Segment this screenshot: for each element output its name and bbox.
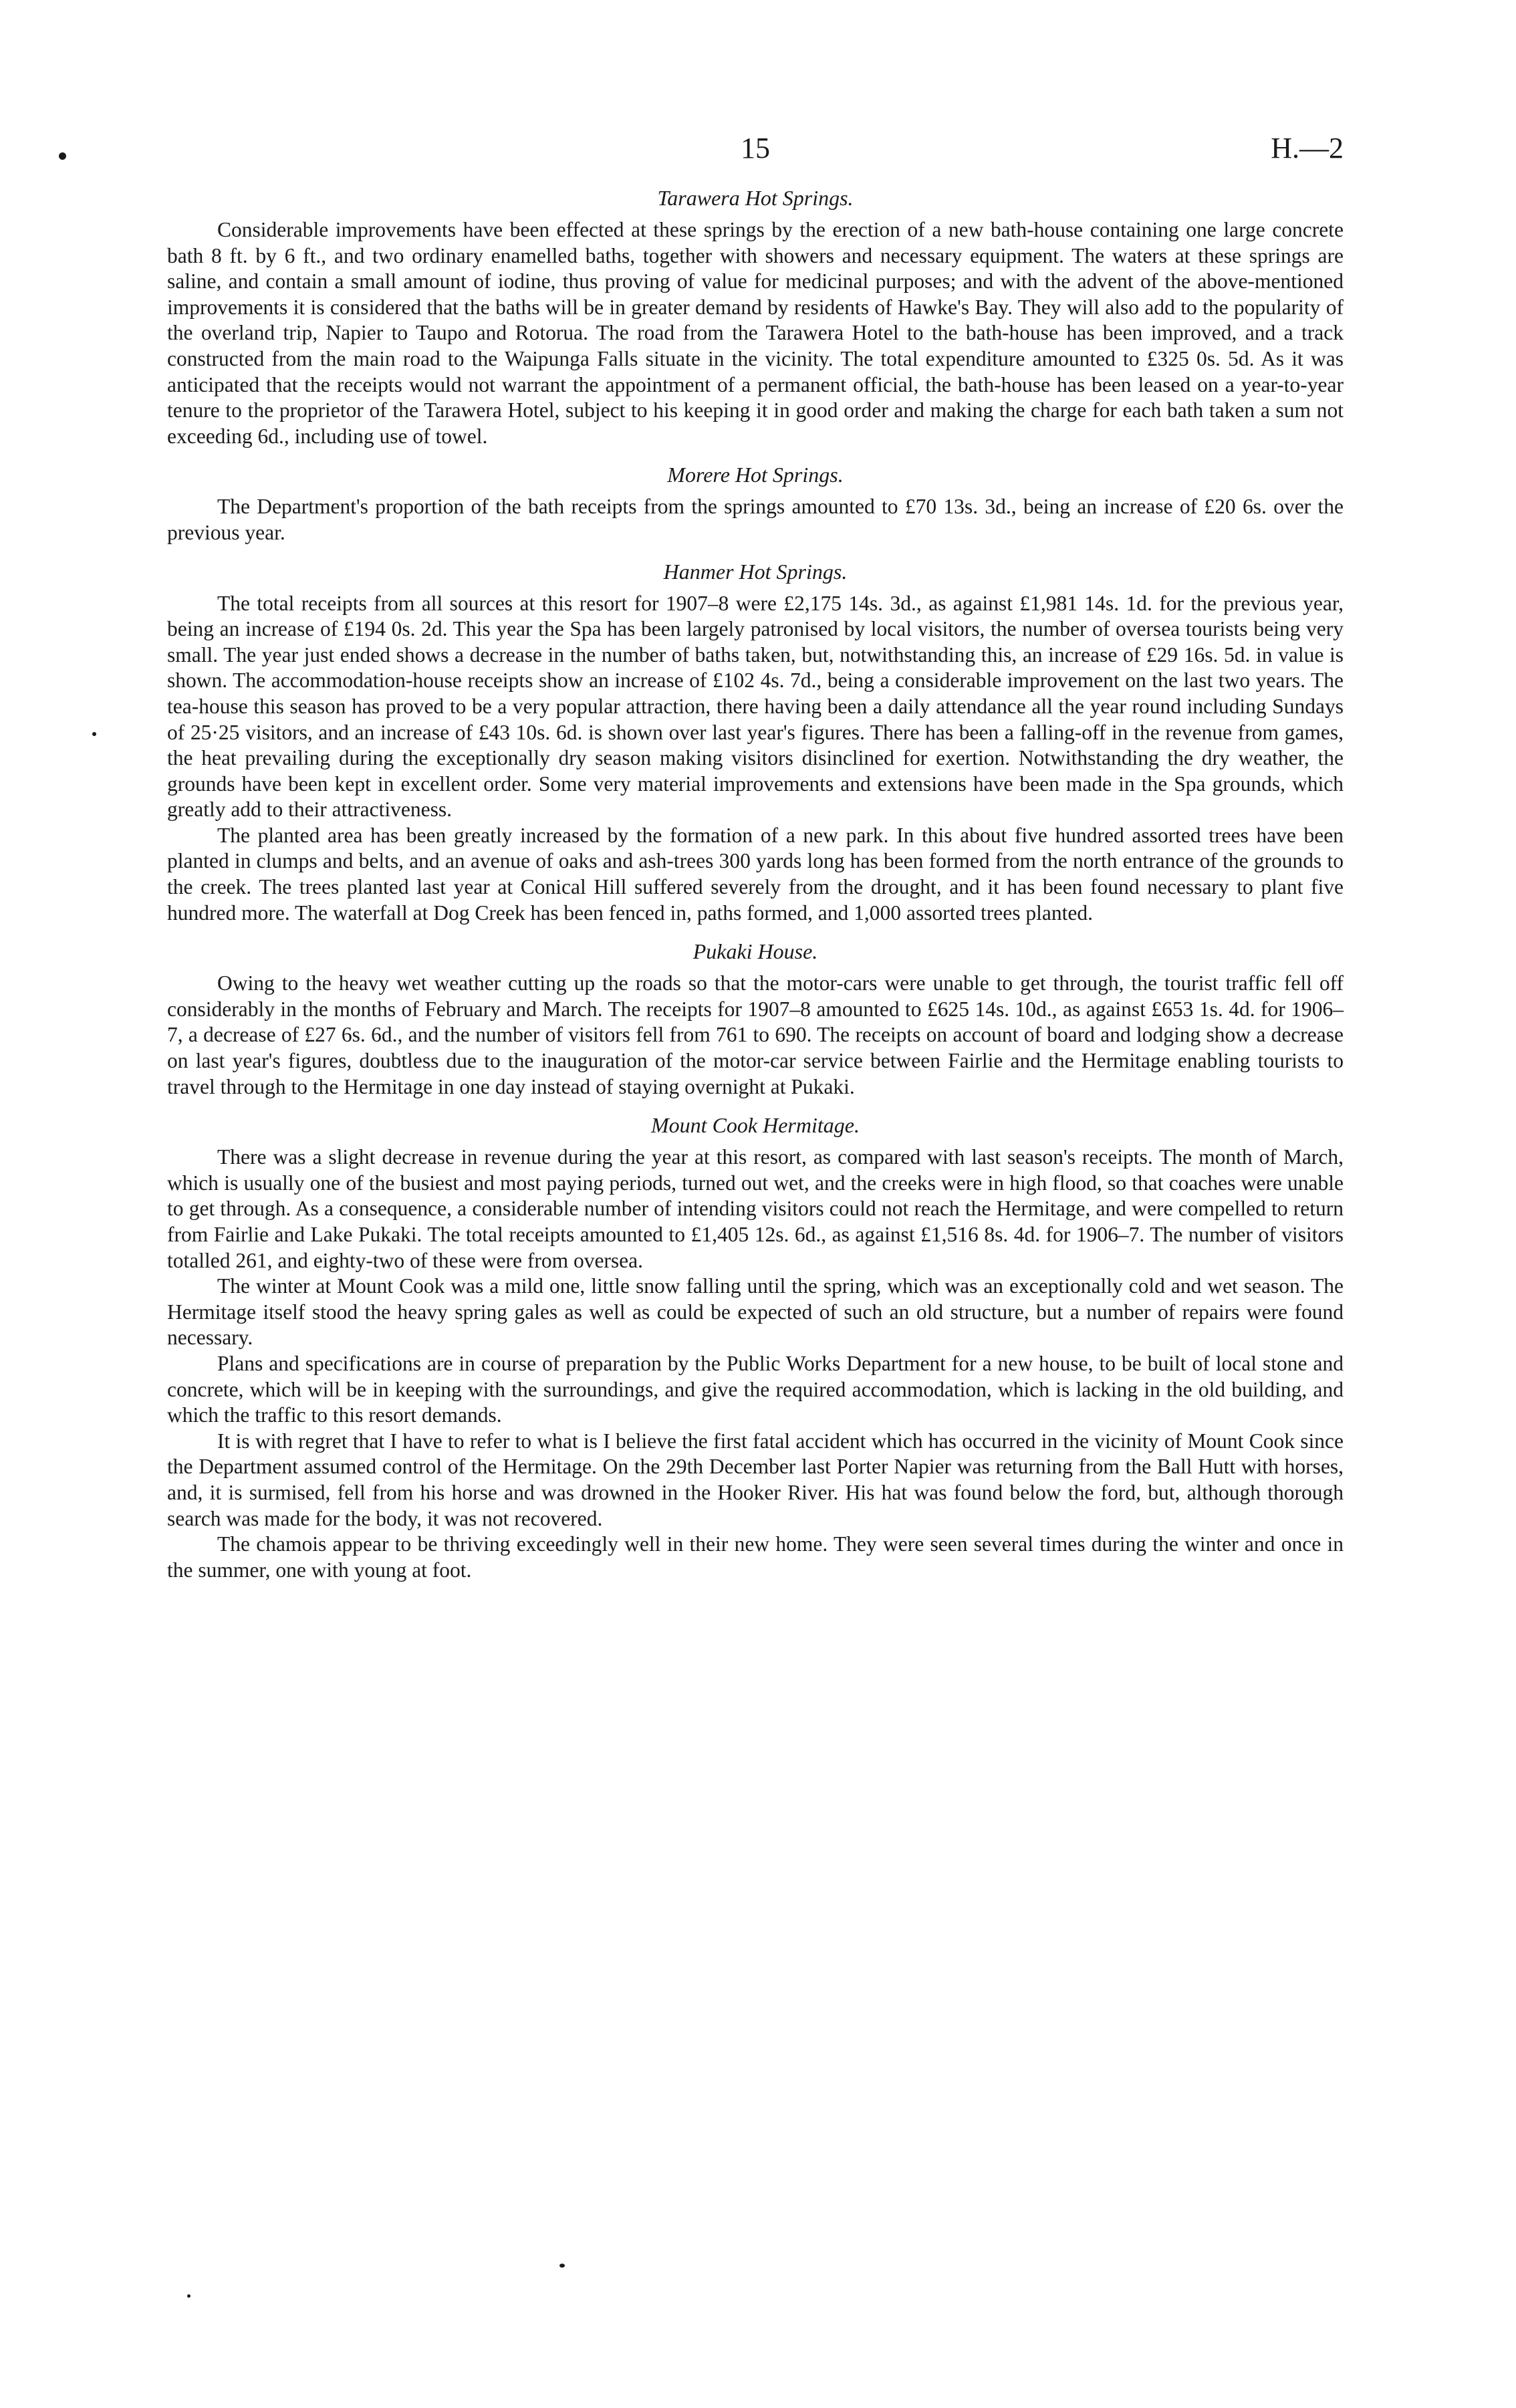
section-pukaki-house [167,939,1344,1100]
print-speck-dot [92,732,96,736]
print-speck-dot [59,152,66,160]
paragraph: There was a slight decrease in revenue during the year at this resort, as compared with last season's receipts. The month of March, which is usually one of the busiest and most paying periods, turned out wet, and the creeks were in high flood, so that coaches were unable to get through. As a consequence, a considerable number of intending visitors could not reach the Hermitage, and were compelled to return from Fairlie and Lake Pukaki. The total receipts amounted to £1,405 12s. 6d., as against £1,516 8s. 4d. for 1906–7. The number of visitors totalled 261, and eighty-two of these were from oversea. [167,1145,1344,1272]
paragraph: Plans and specifications are in course of preparation by the Public Works Department for a new house, to be built of local stone and concrete, which will be in keeping with the surroundings, and give the required accommodation, which is lacking in the old building, and which the traffic to this resort demands. [167,1351,1344,1427]
paragraph: It is with regret that I have to refer to what is I believe the first fatal accident which has occurred in the vicinity of Mount Cook since the Department assumed control of the Hermitage. On the 29th December last Porter Napier was returning from the Ball Hutt with horses, and, it is surmised, fell from his horse and was drowned in the Hooker River. His hat was found below the ford, but, although thorough search was made for the body, it was not recovered. [167,1429,1344,1530]
section-heading: Mount Cook Hermitage. [651,1113,860,1138]
section-heading: Morere Hot Springs. [667,463,844,487]
print-speck-dot [559,2264,565,2268]
section-heading: Tarawera Hot Springs. [657,186,854,210]
section-hanmer-hot-springs [167,560,1344,927]
section-tarawera-hot-springs [167,186,1344,449]
section-mount-cook-hermitage [167,1113,1344,1583]
paragraph: Owing to the heavy wet weather cutting up the roads so that the motor-cars were unable to get through, the tourist traffic fell off considerably in the months of February and March. The receipts for 1907–8 amounted to £625 14s. 10d., as against £653 1s. 4d. for 1906–7, a decrease of £27 6s. 6d., and the number of visitors fell from 761 to 690. The receipts on account of board and lodging show a decrease on last year's figures, doubtless due to the inauguration of the motor-car service between Fairlie and the Hermitage enabling tourists to travel through to the Hermitage in one day instead of staying overnight at Pukaki. [167,971,1344,1098]
print-speck-dot [187,2294,191,2298]
document-code: H.—2 [1271,132,1344,164]
paragraph: Considerable improvements have been effected at these springs by the erection of a new bath-house containing one large concrete bath 8 ft. by 6 ft., and two ordinary enamelled baths, together with showers and necessary equipment. The waters at these springs are saline, and contain a small amount of iodine, thus proving of value for medicinal purposes; and with the advent of the above-mentioned improvements it is considered that the baths will be in greater demand by residents of Hawke's Bay. They will also add to the popularity of the overland trip, Napier to Taupo and Rotorua. The road from the Tarawera Hotel to the bath-house has been improved, and a track constructed from the main road to the Waipunga Falls situate in the vicinity. The total expenditure amounted to £325 0s. 5d. As it was anticipated that the receipts would not warrant the appointment of a permanent official, the bath-house has been leased on a year-to-year tenure to the proprietor of the Tarawera Hotel, subject to his keeping it in good order and making the charge for each bath taken a sum not exceeding 6d., including use of towel. [167,218,1344,448]
page-header [167,131,1344,171]
section-morere-hot-springs [167,463,1344,546]
paragraph: The winter at Mount Cook was a mild one, little snow falling until the spring, which was an exceptionally cold and wet season. The Hermitage itself stood the heavy spring gales as well as could be expected of such an old structure, but a number of repairs were found necessary. [167,1274,1344,1350]
section-heading: Pukaki House. [692,939,818,964]
paragraph: The chamois appear to be thriving exceedingly well in their new home. They were seen several times during the winter and once in the summer, one with young at foot. [167,1532,1344,1582]
paragraph: The Department's proportion of the bath receipts from the springs amounted to £70 13s. 3d., being an increase of £20 6s. over the previous year. [167,495,1344,544]
page-number: 15 [741,132,770,164]
section-heading: Hanmer Hot Springs. [663,559,848,584]
paragraph: The total receipts from all sources at this resort for 1907–8 were £2,175 14s. 3d., as against £1,981 14s. 1d. for the previous year, being an increase of £194 0s. 2d. This year the Spa has been largely patronised by local visitors, the number of oversea tourists being very small. The year just ended shows a decrease in the number of baths taken, but, notwithstanding this, an increase of £29 16s. 5d. in value is shown. The accommodation-house receipts show an increase of £102 4s. 7d., being a considerable improvement on the last two years. The tea-house this season has proved to be a very popular attraction, there having been a daily attendance all the year round including Sundays of 25·25 visitors, and an increase of £43 10s. 6d. is shown over last year's figures. There has been a falling-off in the revenue from games, the heat prevailing during the exceptionally dry season making visitors disinclined for exertion. Notwithstanding the dry weather, the grounds have been kept in excellent order. Some very material improvements and extensions have been made in the Spa grounds, which greatly add to their attractiveness. [167,591,1344,822]
document-body [167,186,1344,1583]
paragraph: The planted area has been greatly increased by the formation of a new park. In this about five hundred assorted trees have been planted in clumps and belts, and an avenue of oaks and ash-trees 300 yards long has been formed from the north entrance of the grounds to the creek. The trees planted last year at Conical Hill suffered severely from the drought, and it has been found necessary to plant five hundred more. The waterfall at Dog Creek has been fenced in, paths formed, and 1,000 assorted trees planted. [167,823,1344,925]
